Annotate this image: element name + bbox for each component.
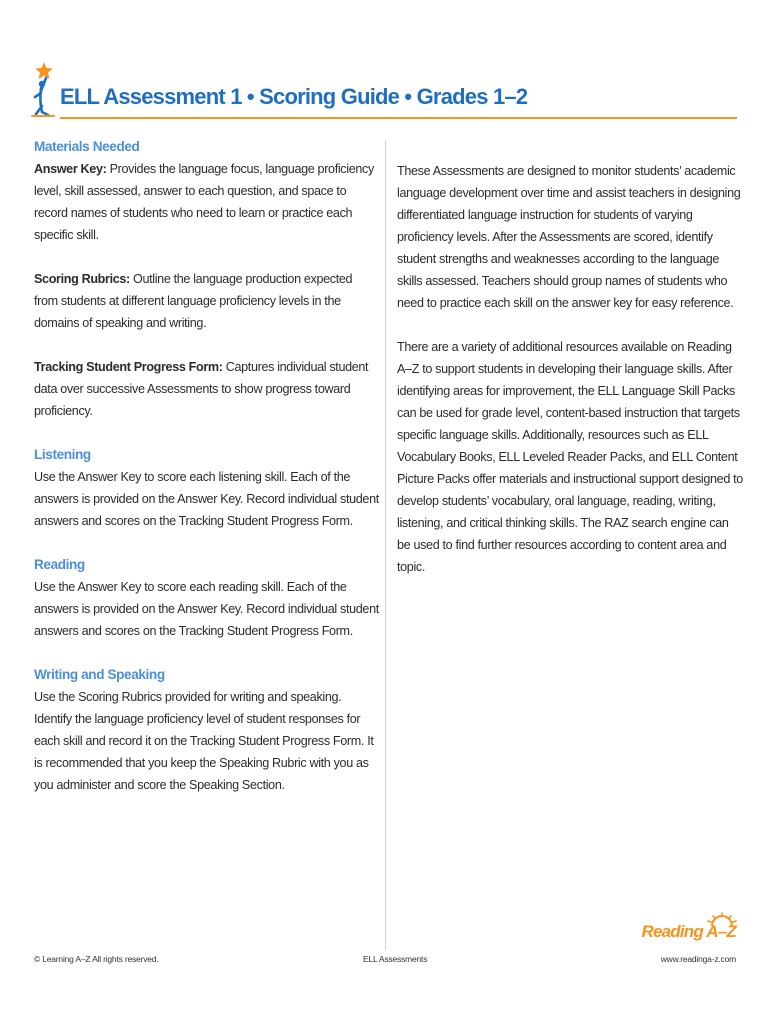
- title-divider: [60, 117, 737, 119]
- reading-text: Use the Answer Key to score each reading skill. Each of the answers is provided on the Answer Key. Record individual student answers and scores on the Tracking Student Progress Form.: [34, 580, 379, 638]
- brand-name: Reading A–Z: [641, 922, 736, 941]
- writing-speaking-text: Use the Scoring Rubrics provided for writing and speaking. Identify the language proficiency level of student responses for each skill and record it on the Tracking Student Progress Form. It is recommended that you keep the Speaking Rubric with you as you administer and score the Speaking Section.: [34, 690, 374, 792]
- tracking-form-paragraph: [34, 356, 379, 422]
- answer-key-text: Provides the language focus, language proficiency level, skill assessed, answer to each question, and space to record names of students who need to learn or practice each specific skill.: [34, 162, 374, 242]
- writing-speaking-heading: Writing and Speaking: [34, 667, 165, 682]
- copyright-text: © Learning A–Z All rights reserved.: [34, 954, 159, 964]
- brand-logo: [642, 922, 736, 942]
- reaching-figure-icon: [30, 60, 58, 118]
- page-title: ELL Assessment 1 • Scoring Guide • Grades 1–2: [60, 84, 528, 109]
- column-divider: [385, 140, 386, 950]
- footer-center-text: ELL Assessments: [363, 954, 428, 964]
- answer-key-label: Answer Key:: [34, 162, 107, 176]
- scoring-rubrics-text: Outline the language production expected from students at different language proficiency levels in the domains of speaking and writing.: [34, 272, 353, 330]
- additional-resources-paragraph: There are a variety of additional resources available on Reading A–Z to support students in developing their language skills. After identifying areas for improvement, the ELL Language Skill Packs can be used for grade level, content-based instruction that targets specific language skills. Additionally, resources such as ELL Vocabulary Books, ELL Leveled Reader Packs, and ELL Content Picture Packs offer materials and instructional support designed to develop students’ vocabulary, oral language, reading, writing, listening, and critical thinking skills. The RAZ search engine can be used to find further resources according to content area and topic.: [397, 340, 743, 574]
- answer-key-paragraph: [34, 158, 379, 246]
- scoring-rubrics-label: Scoring Rubrics:: [34, 272, 130, 286]
- tracking-form-text: Captures individual student data over successive Assessments to show progress toward proficiency.: [34, 360, 369, 418]
- listening-text: Use the Answer Key to score each listening skill. Each of the answers is provided on the Answer Key. Record individual student answers and scores on the Tracking Student Progress Form.: [34, 470, 379, 528]
- left-column: [34, 136, 379, 818]
- listening-heading: Listening: [34, 447, 91, 462]
- scoring-rubrics-paragraph: [34, 268, 379, 334]
- reading-heading: Reading: [34, 557, 85, 572]
- footer-url: www.readinga-z.com: [660, 954, 736, 964]
- materials-heading: Materials Needed: [34, 139, 140, 154]
- right-column: [397, 160, 743, 600]
- assessment-purpose-paragraph: These Assessments are designed to monitor students’ academic language development over time and assist teachers in designing differentiated language instruction for students of varying proficiency levels. After the Assessments are scored, identify student strengths and weaknesses according to the language skills assessed. Teachers should group names of students who need to practice each skill on the answer key for easy reference.: [397, 164, 741, 310]
- tracking-form-label: Tracking Student Progress Form:: [34, 360, 223, 374]
